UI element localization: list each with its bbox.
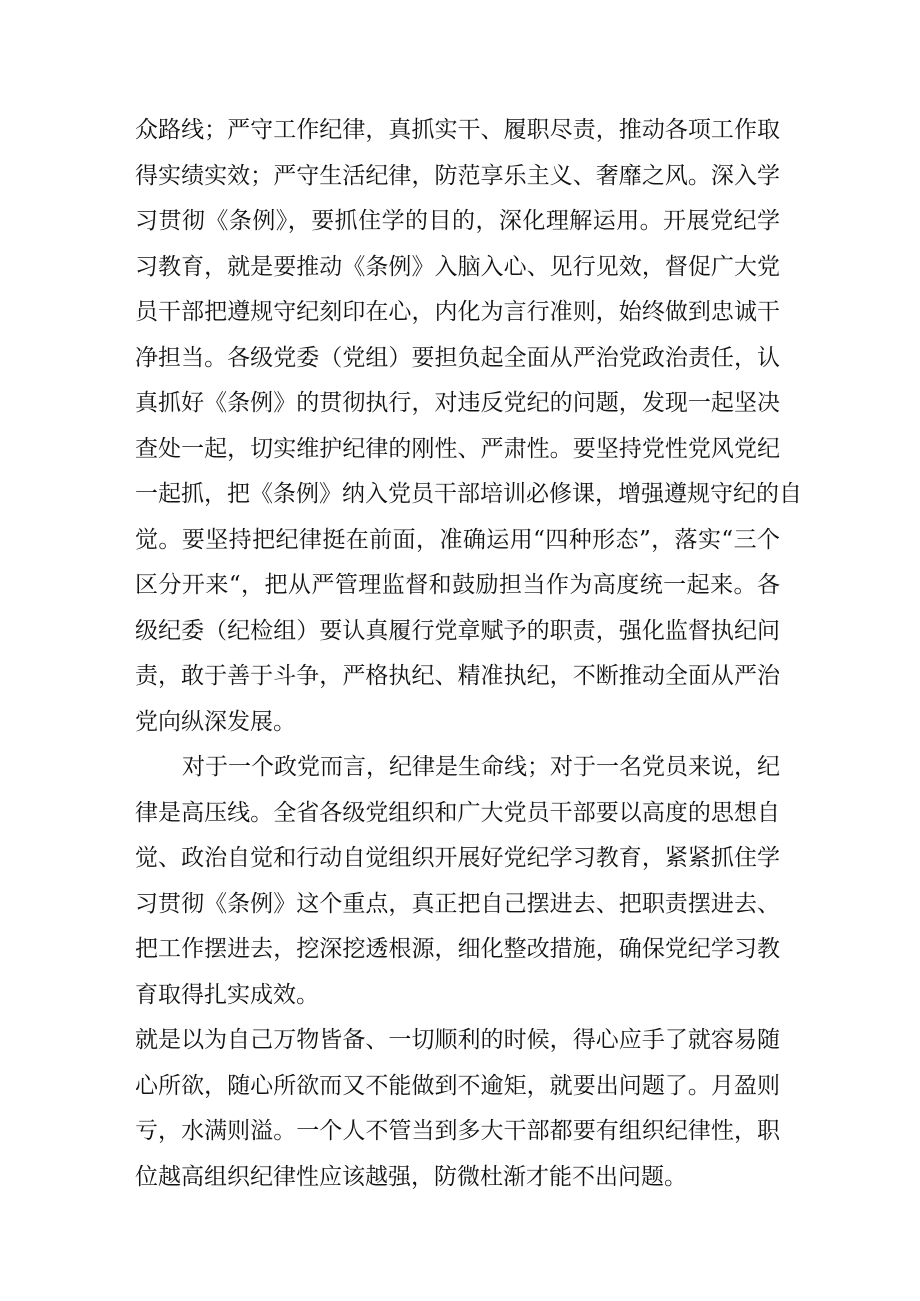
- text-line: 级纪委（纪检组）要认真履行党章赋予的职责，强化监督执纪问: [135, 618, 780, 644]
- text-line: 就是以为自己万物皆备、一切顺利的时候，得心应手了就容易随: [135, 1027, 780, 1053]
- text-line: 育取得扎实成效。: [135, 982, 319, 1008]
- text-line: 得实绩实效；严守生活纪律，防范享乐主义、奢靡之风。深入学: [135, 163, 780, 189]
- text-line: 区分开来“，把从严管理监督和鼓励担当作为高度统一起来。各: [135, 572, 780, 598]
- text-line: 责，敢于善于斗争，严格执纪、精准执纪，不断推动全面从严治: [135, 663, 780, 689]
- text-line: 众路线；严守工作纪律，真抓实干、履职尽责，推动各项工作取: [135, 117, 780, 143]
- text-line: 净担当。各级党委（党组）要担负起全面从严治党政治责任，认: [135, 345, 780, 371]
- text-line: 觉、政治自觉和行动自觉组织开展好党纪学习教育，紧紧抓住学: [135, 845, 780, 871]
- text-line: 觉。要坚持把纪律挺在前面，准确运用“四种形态”，落实“三个: [135, 527, 780, 553]
- text-line: 一起抓，把《条例》纳入党员干部培训必修课，增强遵规守纪的自: [135, 481, 802, 507]
- text-line: 把工作摆进去，挖深挖透根源，细化整改措施，确保党纪学习教: [135, 936, 780, 962]
- text-line: 查处一起，切实维护纪律的刚性、严肃性。要坚持党性党风党纪: [135, 436, 780, 462]
- text-line: 员干部把遵规守纪刻印在心，内化为言行准则，始终做到忠诚干: [135, 299, 780, 325]
- text-line: 律是高压线。全省各级党组织和广大党员干部要以高度的思想自: [135, 800, 780, 826]
- text-line: 党向纵深发展。: [135, 709, 296, 735]
- text-line: 心所欲，随心所欲而又不能做到不逾矩，就要出问题了。月盈则: [135, 1073, 780, 1099]
- text-line: 位越高组织纪律性应该越强，防微杜渐才能不出问题。: [135, 1164, 687, 1190]
- text-line: 真抓好《条例》的贯彻执行，对违反党纪的问题，发现一起坚决: [135, 390, 780, 416]
- text-line: 习贯彻《条例》这个重点，真正把自己摆进去、把职责摆进去、: [135, 891, 780, 917]
- text-line: 习贯彻《条例》，要抓住学的目的，深化理解运用。开展党纪学: [135, 208, 780, 234]
- paragraph-first-line: 对于一个政党而言，纪律是生命线；对于一名党员来说，纪: [182, 754, 780, 780]
- text-line: 习教育，就是要推动《条例》入脑入心、见行见效，督促广大党: [135, 254, 780, 280]
- text-line: 亏，水满则溢。一个人不管当到多大干部都要有组织纪律性，职: [135, 1118, 780, 1144]
